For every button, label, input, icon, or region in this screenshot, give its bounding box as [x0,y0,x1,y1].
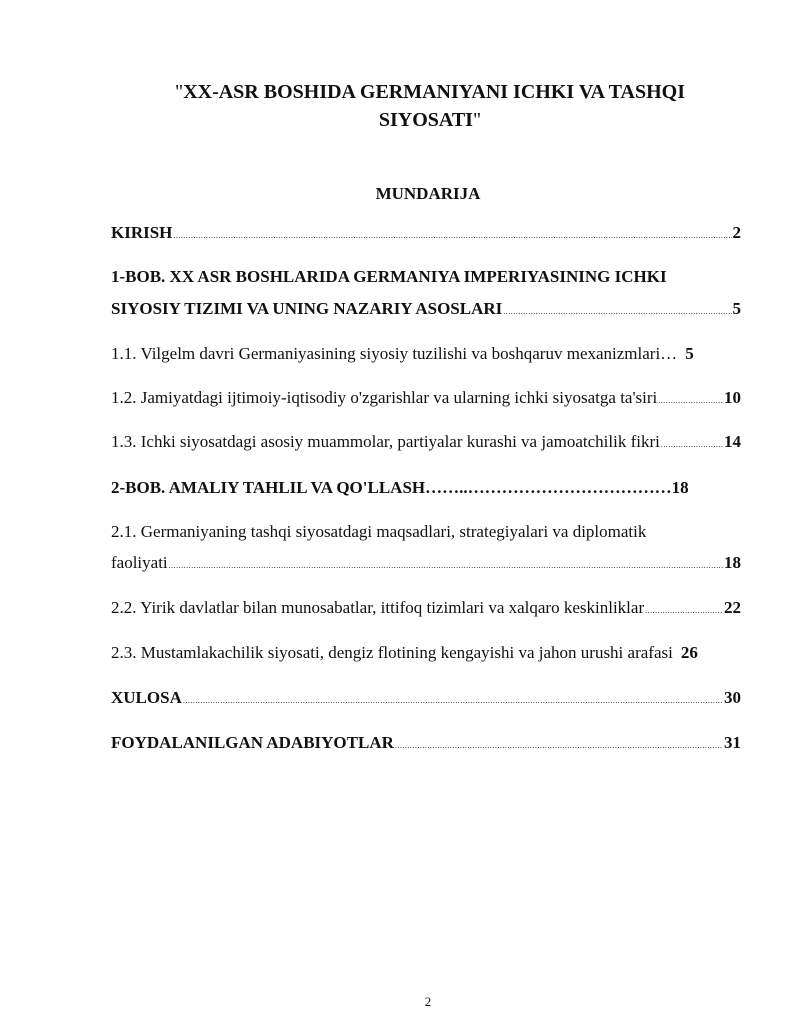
toc-leader-dots [169,554,723,578]
toc-entry-label: XULOSA [111,688,182,707]
toc-entry-2-1[interactable] [111,551,741,578]
toc-entry-page: 31 [724,733,741,752]
toc-leader-ellipsis: ……………………………… [467,478,672,497]
toc-entry-page: 18 [724,553,741,572]
toc-entry-intro[interactable] [111,221,741,248]
toc-entry-1-2[interactable] [111,386,741,413]
toc-entry-page: 30 [724,688,741,707]
toc-entry-label: 1.2. Jamiyatdagi ijtimoiy-iqtisodiy o'zgarishlar va ularning ichki siyosatga ta'siri [111,388,658,407]
title-text-1: XX-ASR BOSHIDA GERMANIYANI ICHKI VA TASHQI [183,81,685,103]
toc-entry-label: 2.2. Yirik davlatlar bilan munosabatlar, ittifoq tizimlari va xalqaro keskinliklar [111,598,645,617]
toc-entry-label: 1.1. Vilgelm davri Germaniyasining siyosiy tuzilishi va boshqaruv mexanizmlari… [111,344,678,363]
toc-entry-chapter1[interactable] [111,297,741,324]
toc-entry-page: 5 [685,344,694,363]
toc-entry-label: SIYOSIY TIZIMI VA UNING NAZARIY ASOSLARI [111,299,503,318]
toc-entry-chapter2[interactable] [111,476,741,500]
toc-entry-label: 1.3. Ichki siyosatdagi asosiy muammolar, partiyalar kurashi va jamoatchilik fikri [111,432,660,451]
toc-entry-page: 18 [671,478,689,497]
toc-entry-page: 2 [732,223,741,242]
toc-leader-dots [645,599,723,623]
title-close-quote: " [472,109,482,131]
toc-leader-dots [503,300,731,324]
toc-heading: MUNDARIJA [375,184,481,203]
toc-s2-1-line1[interactable]: 2.1. Germaniyaning tashqi siyosatdagi maqsadlari, strategiyalari va diplomatik [111,522,647,541]
title-open-quote: " [175,81,184,103]
toc-entry-1-1[interactable] [111,342,741,366]
toc-entry-label: 2-BOB. AMALIY TAHLIL VA QO'LLASH…….. [111,478,468,497]
toc-entry-label: faoliyati [111,553,168,572]
document-title [130,78,730,134]
toc-leader-dots [661,433,723,457]
toc-entry-conclusion[interactable] [111,686,741,713]
toc-entry-references[interactable] [111,731,741,758]
toc-leader-dots [183,689,723,713]
toc-entry-label: FOYDALANILGAN ADABIYOTLAR [111,733,394,752]
toc-leader-dots [658,389,723,413]
title-line-2 [130,106,730,134]
toc-entry-page: 14 [724,432,741,451]
toc-entry-page: 22 [724,598,741,617]
page-number: 2 [424,994,432,1009]
toc-chapter1-line1[interactable]: 1-BOB. XX ASR BOSHLARIDA GERMANIYA IMPERIYASINING ICHKI [111,267,667,286]
toc-entry-2-3[interactable] [111,641,741,665]
toc-leader-dots [395,734,723,758]
title-line-1 [130,78,730,106]
toc-entry-page: 10 [724,388,741,407]
title-text-2: SIYOSATI [378,109,473,131]
toc-entry-page: 26 [680,643,698,662]
toc-entry-label: 2.3. Mustamlakachilik siyosati, dengiz flotining kengayishi va jahon urushi arafasi [111,643,673,662]
toc-entry-label: KIRISH [111,223,173,242]
toc-entry-1-3[interactable] [111,430,741,457]
toc-leader-dots [173,224,731,248]
toc-entry-2-2[interactable] [111,596,741,623]
toc-entry-page: 5 [732,299,741,318]
